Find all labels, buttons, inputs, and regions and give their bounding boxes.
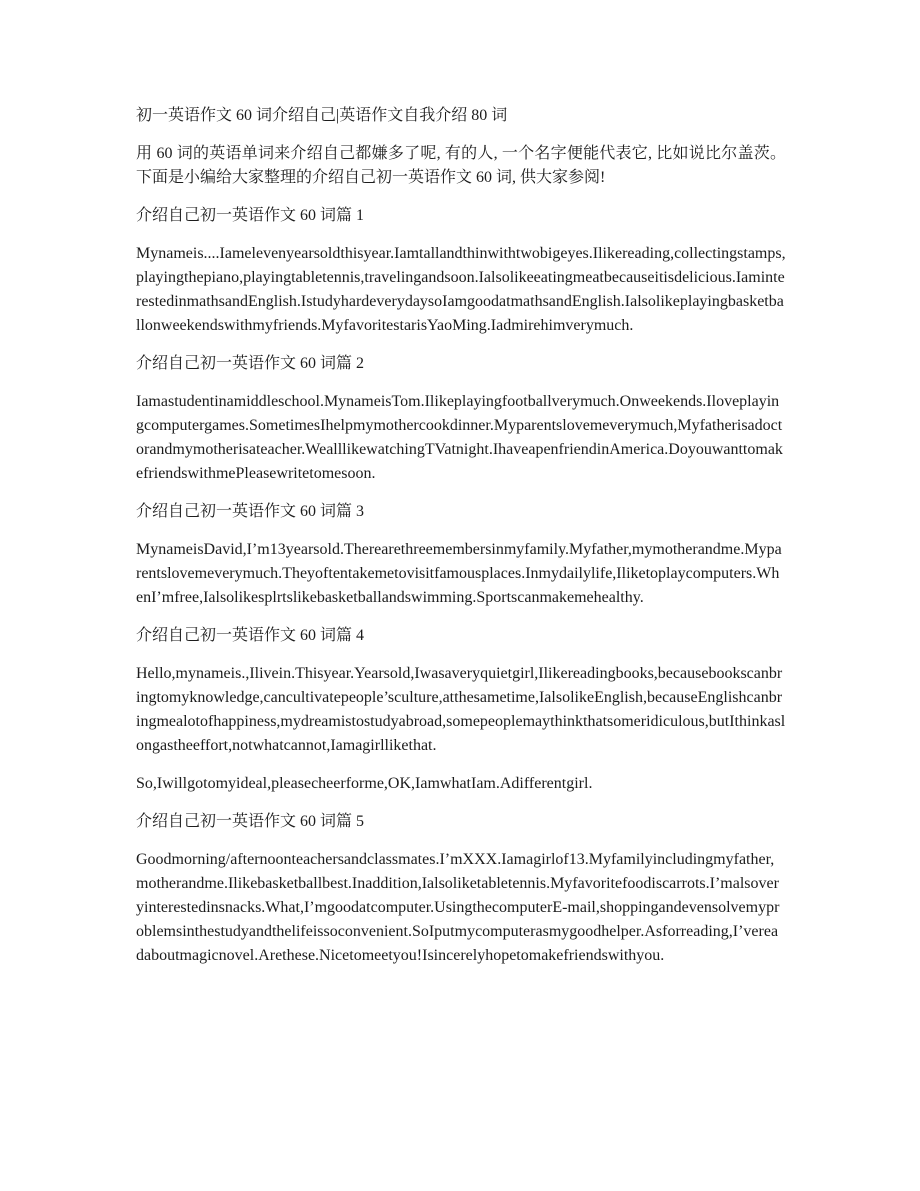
paragraph: MynameisDavid,I’m13yearsold.Therearethreemembersinmyfamily.Myfather,mymotherandme.Myparentslovemeverymuch.Theyoftentakemetovisitfamousplaces.Inmydailylife,Iliketoplaycomputers.WhenI’mfree,Ialsolikesplrtslikebasketballandswimming.Sportscanmakemehealthy. xyxy=(136,541,782,606)
document-body xyxy=(136,142,786,968)
document-title: 初一英语作文 60 词介绍自己|英语作文自我介绍 80 词 xyxy=(136,107,508,124)
section-heading: 介绍自己初一英语作文 60 词篇 1 xyxy=(136,207,365,224)
paragraph: So,Iwillgotomyideal,pleasecheerforme,OK,IamwhatIam.Adifferentgirl. xyxy=(136,775,593,792)
paragraph: Hello,mynameis.,Ilivein.Thisyear.Yearsold,Iwasaveryquietgirl,Ilikereadingbooks,becausebookscanbringtomyknowledge,cancultivatepeople’sculture,atthesametime,IalsolikeEnglish,becauseEnglishcanbringmealotofhappiness,mydreamistostudyabroad,somepeoplemaythinkthatsomeridiculous,butIthinkaslongastheeffort,notwhatcannot,Iamagirllikethat. xyxy=(136,665,786,754)
section-heading: 介绍自己初一英语作文 60 词篇 5 xyxy=(136,813,365,830)
paragraph: 用 60 词的英语单词来介绍自己都嫌多了呢, 有的人, 一个名字便能代表它, 比如说比尔盖茨。下面是小编给大家整理的介绍自己初一英语作文 60 词, 供大家参阅! xyxy=(136,145,786,186)
paragraph: Goodmorning/afternoonteachersandclassmates.I’mXXX.Iamagirlof13.Myfamilyincludingmyfather,motherandme.Ilikebasketballbest.Inaddition,Ialsoliketabletennis.Myfavoritefoodiscarrots.I’malsoveryinterestedinsnacks.What,I’mgoodatcomputer.UsingthecomputerE-mail,shoppingandevensolvemyproblemsinthestudyandthelifeissoconvenient.SoIputmycomputerasmygoodhelper.Asforreading,I’vereadaboutmagicnovel.Arethese.Nicetomeetyou!Isincerelyhopetomakefriendswithyou. xyxy=(136,851,780,964)
paragraph: Mynameis....Iamelevenyearsoldthisyear.Iamtallandthinwithtwobigeyes.Ilikereading,collectingstamps,playingthepiano,playingtabletennis,travelingandsoon.Ialsolikeeatingmeatbecauseitisdelicious.IaminterestedinmathsandEnglish.IstudyhardeverydaysoIamgoodatmathsandEnglish.Ialsolikeplayingbasketballonweekendswithmyfriends.MyfavoritestarisYaoMing.Iadmirehimverymuch. xyxy=(136,245,786,334)
section-heading: 介绍自己初一英语作文 60 词篇 3 xyxy=(136,503,365,520)
section-heading: 介绍自己初一英语作文 60 词篇 2 xyxy=(136,355,365,372)
paragraph: Iamastudentinamiddleschool.MynameisTom.Ilikeplayingfootballverymuch.Onweekends.Iloveplayingcomputergames.SometimesIhelpmymothercookdinner.Myparentslovemeverymuch,Myfatherisadoctorandmymotherisateacher.WealllikewatchingTVatnight.IhaveapenfriendinAmerica.DoyouwanttomakefriendswithmePleasewritetomesoon. xyxy=(136,393,783,482)
section-heading: 介绍自己初一英语作文 60 词篇 4 xyxy=(136,627,365,644)
